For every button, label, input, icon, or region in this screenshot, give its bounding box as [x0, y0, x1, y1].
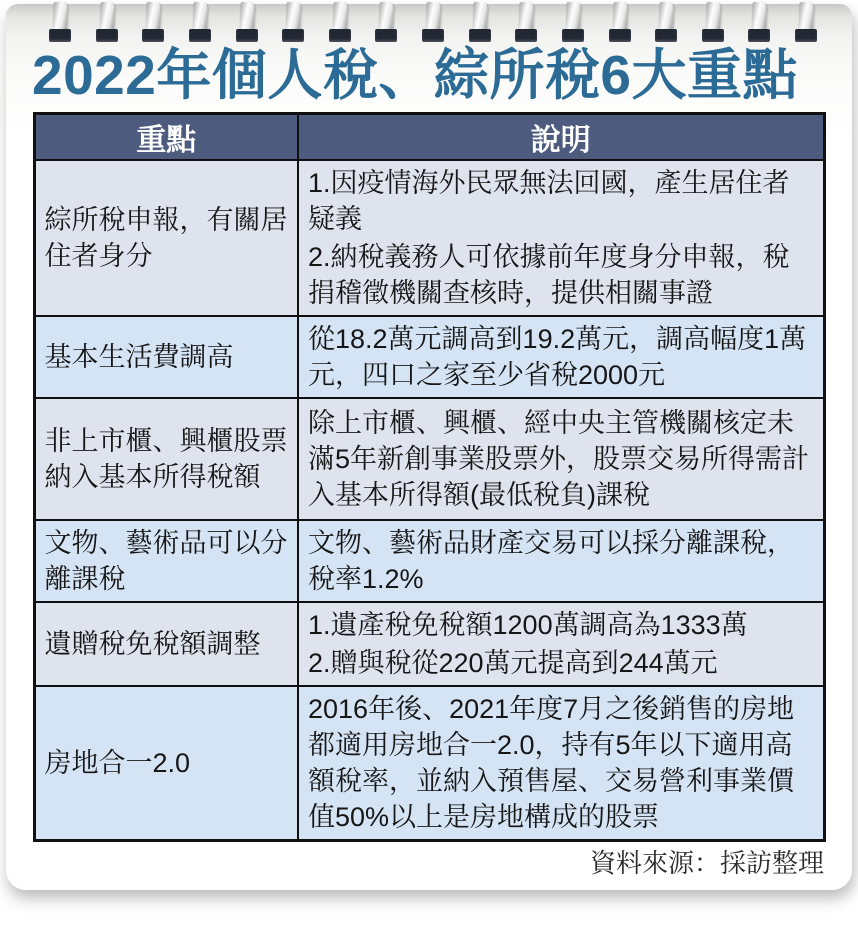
- ring-hole: [562, 29, 584, 42]
- description-line: 2.贈與稅從220萬元提高到244萬元: [308, 648, 718, 678]
- ring-hole: [236, 29, 258, 42]
- binder-ring-icon: [608, 4, 632, 48]
- binder-ring-icon: [188, 4, 212, 48]
- binder-ring-icon: [701, 4, 725, 48]
- source-note: 資料來源：採訪整理: [589, 848, 824, 878]
- ring-hole: [515, 29, 537, 42]
- binder-rings: [48, 4, 818, 48]
- description-cell: [298, 160, 824, 316]
- description-cell: [298, 602, 824, 686]
- page-title: 2022年個人稅、綜所稅6大重點: [32, 44, 798, 106]
- ring-hole: [96, 29, 118, 42]
- topic-cell: 綜所稅申報，有關居住者身分: [34, 160, 298, 316]
- topic-cell: 非上市櫃、興櫃股票納入基本所得稅額: [34, 398, 298, 520]
- ring-hole: [655, 29, 677, 42]
- description-line: 除上市櫃、興櫃、經中央主管機關核定未滿5年新創事業股票外，股票交易所得需計入基本所得額(最低稅負)課稅: [308, 408, 810, 510]
- ring-hole: [189, 29, 211, 42]
- ring-hole: [422, 29, 444, 42]
- description-line: 文物、藝術品財產交易可以採分離課稅，稅率1.2%: [308, 528, 794, 594]
- description-line: 2.納稅義務人可依據前年度身分申報，稅捐稽徵機關查核時，提供相關事證: [308, 242, 790, 308]
- binder-ring-icon: [95, 4, 119, 48]
- binder-ring-icon: [421, 4, 445, 48]
- calendar-page: [6, 4, 852, 890]
- description-cell: [298, 686, 824, 841]
- description-line: 1.因疫情海外民眾無法回國，產生居住者疑義: [308, 168, 790, 234]
- ring-hole: [282, 29, 304, 42]
- ring-hole: [748, 29, 770, 42]
- description-line: 2016年後、2021年度7月之後銷售的房地都適用房地合一2.0，持有5年以下適用高額稅率，並納入預售屋、交易營利事業價值50%以上是房地構成的股票: [308, 694, 795, 832]
- description-cell: [298, 520, 824, 602]
- table-row: [34, 398, 824, 520]
- ring-hole: [795, 29, 817, 42]
- topic-cell: 文物、藝術品可以分離課稅: [34, 520, 298, 602]
- description-line: 1.遺產稅免稅額1200萬調高為1333萬: [308, 610, 748, 640]
- binder-ring-icon: [561, 4, 585, 48]
- table-row: [34, 602, 824, 686]
- topic-cell: 遺贈稅免稅額調整: [34, 602, 298, 686]
- description-line: 從18.2萬元調高到19.2萬元，調高幅度1萬元，四口之家至少省稅2000元: [308, 324, 807, 390]
- tax-highlights-table: [33, 112, 826, 842]
- table-row: [34, 160, 824, 316]
- ring-hole: [329, 29, 351, 42]
- binder-ring-icon: [141, 4, 165, 48]
- ring-hole: [142, 29, 164, 42]
- binder-ring-icon: [514, 4, 538, 48]
- table-row: [34, 520, 824, 602]
- column-header-topic: 重點: [34, 114, 298, 161]
- binder-ring-icon: [281, 4, 305, 48]
- ring-hole: [702, 29, 724, 42]
- ring-hole: [49, 29, 71, 42]
- binder-ring-icon: [328, 4, 352, 48]
- ring-hole: [609, 29, 631, 42]
- description-cell: [298, 316, 824, 398]
- topic-cell: 房地合一2.0: [34, 686, 298, 841]
- binder-ring-icon: [747, 4, 771, 48]
- column-header-description: 說明: [298, 114, 824, 161]
- description-cell: [298, 398, 824, 520]
- binder-ring-icon: [654, 4, 678, 48]
- topic-cell: 基本生活費調高: [34, 316, 298, 398]
- table-row: [34, 316, 824, 398]
- tax-table-body: [34, 160, 824, 841]
- ring-hole: [469, 29, 491, 42]
- binder-ring-icon: [794, 4, 818, 48]
- binder-ring-icon: [48, 4, 72, 48]
- binder-ring-icon: [235, 4, 259, 48]
- binder-ring-icon: [468, 4, 492, 48]
- table-row: [34, 686, 824, 841]
- ring-hole: [375, 29, 397, 42]
- table-header-row: [34, 114, 824, 161]
- binder-ring-icon: [374, 4, 398, 48]
